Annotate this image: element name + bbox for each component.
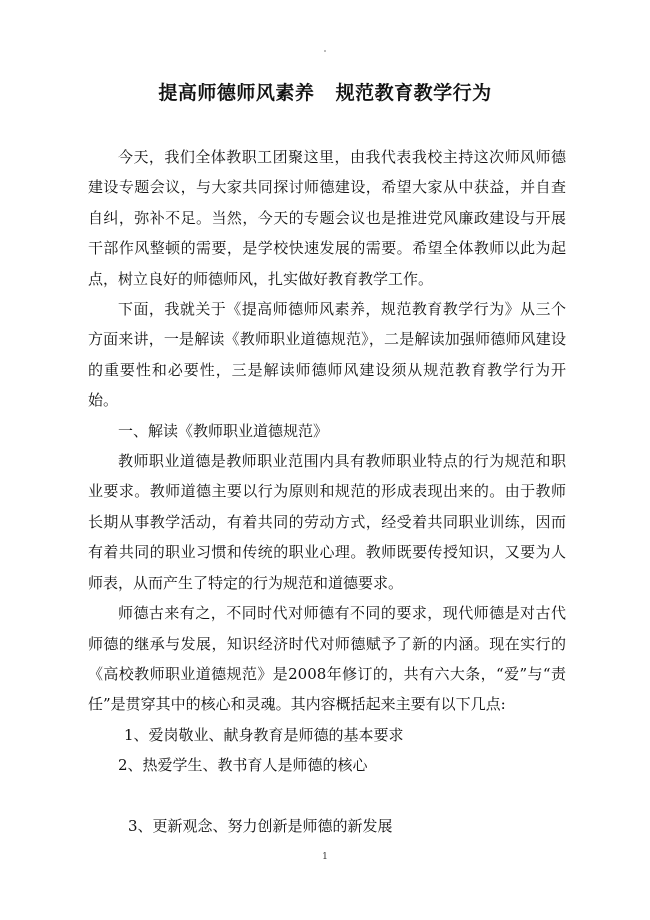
intro-paragraph: 今天，我们全体教职工团聚这里，由我代表我校主持这次师风师德建设专题会议，与大家共同探讨师德建设，希望大家从中获益，并自查自纠，弥补不足。当然，今天的专题会议也是推进党风廉政建设与开展干部作风整顿的需要，是学校快速发展的需要。希望全体教师以此为起点，树立良好的师德师风，扎实做好教育教学工作。 xyxy=(88,148,566,288)
list-item: 1、爱岗敬业、献身教育是师德的基本要求 xyxy=(124,725,404,744)
header-mark xyxy=(324,50,326,52)
outline-paragraph: 下面，我就关于《提高师德师风素养，规范教育教学行为》从三个方面来讲，一是解读《教师职业道德规范》，二是解读加强师德师风建设的重要性和必要性，三是解读师德师风建设须从规范教育教学行为开始。 xyxy=(88,300,566,410)
list-item: 2、热爱学生、教书育人是师德的核心 xyxy=(118,756,368,775)
history-paragraph: 师德古来有之，不同时代对师德有不同的要求，现代师德是对古代师德的继承与发展，知识经济时代对师德赋予了新的内涵。现在实行的《高校教师职业道德规范》是2008年修订的，共有六大条，“爱”与“责任”是贯穿其中的核心和灵魂。其内容概括起来主要有以下几点: xyxy=(88,604,566,714)
list-item: 3、更新观念、努力创新是师德的新发展 xyxy=(128,816,393,835)
definition-paragraph: 教师职业道德是教师职业范围内具有教师职业特点的行为规范和职业要求。教师道德主要以行为原则和规范的形成表现出来的。由于教师长期从事教学活动，有着共同的劳动方式，经受着共同职业训练，因而有着共同的职业习惯和传统的职业心理。教师既要传授知识，又要为人师表，从而产生了特定的行为规范和道德要求。 xyxy=(88,452,566,592)
page-number: 1 xyxy=(322,852,328,862)
section-heading: 一、解读《教师职业道德规范》 xyxy=(118,421,329,440)
document-title: 提高师德师风素养 规范教育教学行为 xyxy=(158,82,492,104)
document-body xyxy=(88,142,566,841)
